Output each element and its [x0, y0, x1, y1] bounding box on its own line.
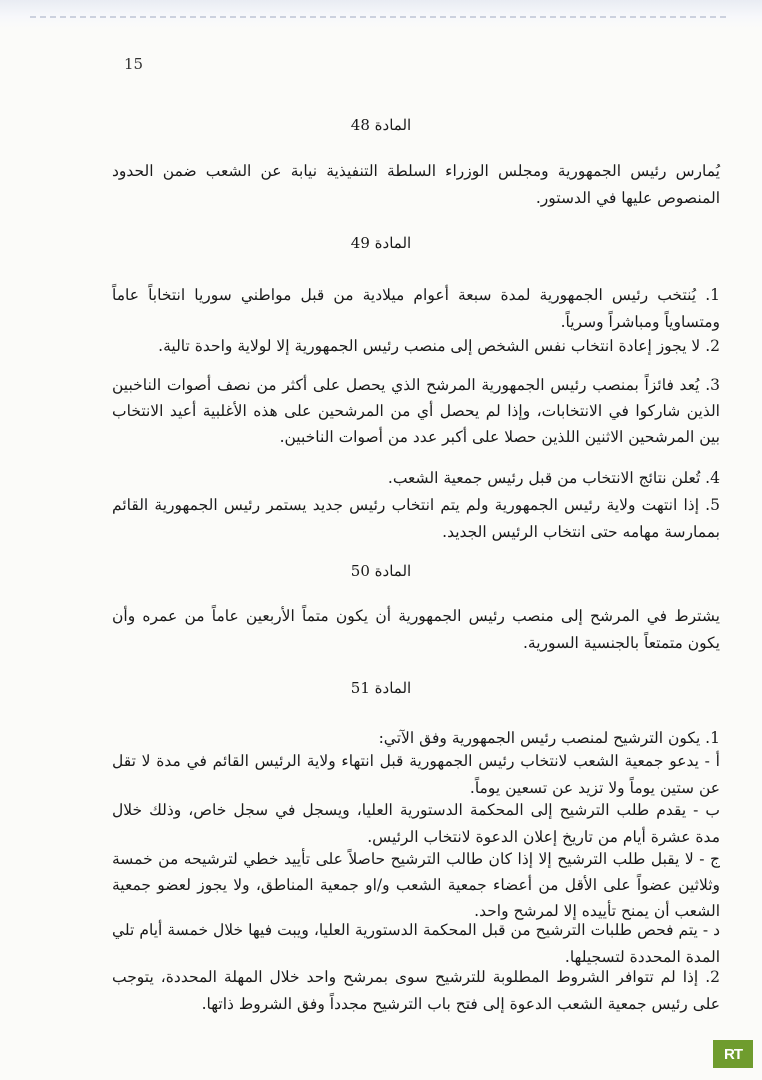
- article-49-title: المادة 49: [350, 234, 412, 252]
- article-51-item-a: أ - يدعو جمعية الشعب لانتخاب رئيس الجمهورية قبل انتهاء ولاية الرئيس القائم في مدة لا تقل عن ستين يوماً ولا تزيد عن تسعين يوماً.: [112, 752, 720, 797]
- article-48-text: يُمارس رئيس الجمهورية ومجلس الوزراء السلطة التنفيذية نيابة عن الشعب ضمن الحدود المنصوص عليها في الدستور.: [112, 162, 720, 207]
- article-51-item-1: 1. يكون الترشيح لمنصب رئيس الجمهورية وفق الآتي:: [378, 729, 720, 747]
- scan-line: [30, 16, 730, 18]
- article-49-item-1: 1. يُنتخب رئيس الجمهورية لمدة سبعة أعوام ميلادية من قبل مواطني سوريا انتخاباً عاماً ومتساوياً ومباشراً وسرياً.: [112, 286, 720, 331]
- article-51-item-d: د - يتم فحص طلبات الترشيح من قبل المحكمة الدستورية العليا، ويبت فيها خلال خمسة أيام تلي المدة المحددة لتسجيلها.: [112, 921, 720, 966]
- article-51-title: المادة 51: [350, 679, 412, 697]
- article-50-title: المادة 50: [350, 562, 412, 580]
- article-49-item-5: 5. إذا انتهت ولاية رئيس الجمهورية ولم يتم انتخاب رئيس جديد يستمر رئيس الجمهورية القائم بممارسة مهامه حتى انتخاب الرئيس الجديد.: [112, 496, 720, 541]
- article-48-title: المادة 48: [350, 116, 412, 134]
- page-number: 15: [124, 55, 144, 73]
- article-51-item-2: 2. إذا لم تتوافر الشروط المطلوبة للترشيح سوى بمرشح واحد خلال المهلة المحددة، يتوجب على رئيس جمعية الشعب الدعوة إلى فتح باب الترشيح مجدداً وفق الشروط ذاتها.: [112, 968, 720, 1013]
- article-50-text: يشترط في المرشح إلى منصب رئيس الجمهورية أن يكون متماً الأربعين عاماً من عمره وأن يكون متمتعاً بالجنسية السورية.: [112, 607, 720, 652]
- scan-border: [0, 0, 762, 28]
- article-51-item-c: ج - لا يقبل طلب الترشيح إلا إذا كان طالب الترشيح حاصلاً على تأييد خطي لترشيحه من خمسة وثلاثين عضواً على الأقل من أعضاء جمعية الشعب و/او جمعية المناطق، ولا يجوز لعضو جمعية الشعب أن يمنح تأييده إلا لمرشح واحد.: [112, 850, 720, 920]
- article-49-item-2: 2. لا يجوز إعادة انتخاب نفس الشخص إلى منصب رئيس الجمهورية إلا لولاية واحدة تالية.: [158, 337, 720, 355]
- article-49-item-4: 4. تُعلن نتائج الانتخاب من قبل رئيس جمعية الشعب.: [387, 469, 720, 487]
- article-49-item-3: 3. يُعد فائزاً بمنصب رئيس الجمهورية المرشح الذي يحصل على أكثر من نصف أصوات الناخبين الذين شاركوا في الانتخابات، وإذا لم يحصل أي من المرشحين على هذه الأغلبية أعيد الانتخاب بين المرشحين الاثنين اللذين حصلا على أكبر عدد من أصوات الناخبين.: [112, 376, 720, 446]
- article-51-item-b: ب - يقدم طلب الترشيح إلى المحكمة الدستورية العليا، ويسجل في سجل خاص، وذلك خلال مدة عشرة أيام من تاريخ إعلان الدعوة لانتخاب الرئيس.: [112, 801, 720, 846]
- rt-watermark-logo: RT: [713, 1040, 753, 1068]
